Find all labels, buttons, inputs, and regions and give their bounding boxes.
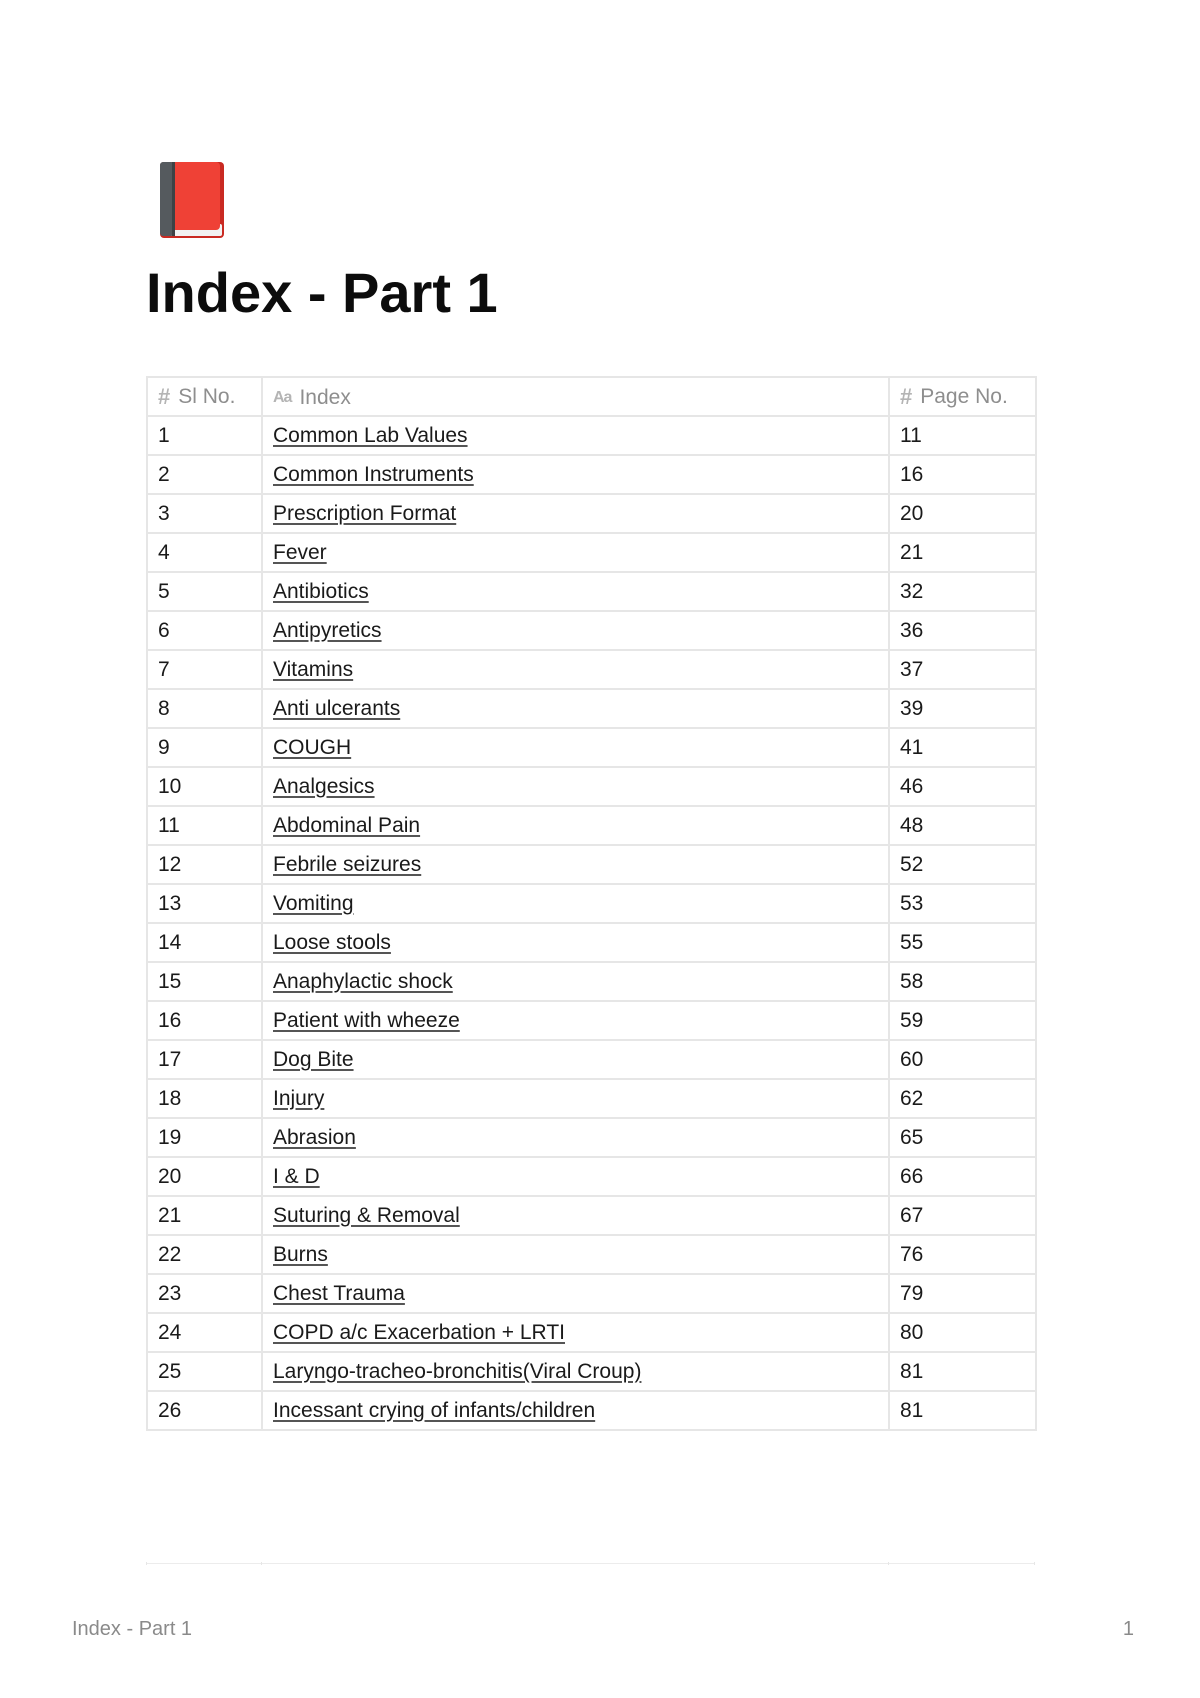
index-entry-link[interactable]: Vomiting [273,891,354,915]
index-entry-link[interactable]: Loose stools [273,930,391,954]
index-cell [262,689,889,728]
sl-no-cell: 26 [147,1391,262,1430]
page-no-cell: 46 [889,767,1036,806]
table-row [147,1196,1036,1235]
column-header-label: Sl No. [178,384,236,408]
index-cell [262,455,889,494]
index-cell [262,1079,889,1118]
hash-icon: # [900,383,913,409]
page-no-cell: 66 [889,1157,1036,1196]
index-entry-link[interactable]: Laryngo-tracheo-bronchitis(Viral Croup) [273,1359,642,1383]
table-row [147,1001,1036,1040]
page-no-cell: 55 [889,923,1036,962]
table-row [147,1040,1036,1079]
index-cell [262,1157,889,1196]
footer-page-number: 1 [1122,1618,1134,1640]
column-header-sl-no[interactable] [147,377,262,416]
index-entry-link[interactable]: Common Lab Values [273,423,468,447]
table-row [147,1157,1036,1196]
index-cell [262,884,889,923]
index-cell [262,1313,889,1352]
index-entry-link[interactable]: Antibiotics [273,579,369,603]
index-entry-link[interactable]: Incessant crying of infants/children [273,1398,596,1422]
index-entry-link[interactable]: Anaphylactic shock [273,969,453,993]
index-cell [262,572,889,611]
page-no-cell: 53 [889,884,1036,923]
index-cell [262,806,889,845]
sl-no-cell: 7 [147,650,262,689]
table-row [147,455,1036,494]
sl-no-cell: 13 [147,884,262,923]
sl-no-cell: 4 [147,533,262,572]
page-no-cell: 80 [889,1313,1036,1352]
sl-no-cell: 20 [147,1157,262,1196]
sl-no-cell: 1 [147,416,262,455]
index-cell [262,611,889,650]
page-no-cell: 48 [889,806,1036,845]
index-cell [262,1040,889,1079]
index-cell [262,728,889,767]
index-entry-link[interactable]: Chest Trauma [273,1281,405,1305]
index-entry-link[interactable]: Vitamins [273,657,354,681]
sl-no-cell: 2 [147,455,262,494]
index-cell [262,1274,889,1313]
page-no-cell: 65 [889,1118,1036,1157]
page-no-cell: 60 [889,1040,1036,1079]
index-cell [262,650,889,689]
table-body [147,416,1036,1430]
page-no-cell: 81 [889,1352,1036,1391]
sl-no-cell: 14 [147,923,262,962]
sl-no-cell: 3 [147,494,262,533]
index-entry-link[interactable]: Febrile seizures [273,852,422,876]
table-row [147,689,1036,728]
page-no-cell: 62 [889,1079,1036,1118]
page-no-cell: 81 [889,1391,1036,1430]
index-cell [262,962,889,1001]
index-cell [262,494,889,533]
text-aa-icon: Aa [273,388,292,406]
page-title: Index - Part 1 [146,261,498,324]
table-row [147,611,1036,650]
index-entry-link[interactable]: Dog Bite [273,1047,354,1071]
column-header-label: Index [299,385,351,409]
sl-no-cell: 16 [147,1001,262,1040]
index-cell [262,1235,889,1274]
page-no-cell: 11 [889,416,1036,455]
table-row [147,767,1036,806]
sl-no-cell: 23 [147,1274,262,1313]
index-entry-link[interactable]: Injury [273,1086,325,1110]
sl-no-cell: 19 [147,1118,262,1157]
page-no-cell: 41 [889,728,1036,767]
index-entry-link[interactable]: Abrasion [273,1125,356,1149]
index-cell [262,1001,889,1040]
index-cell [262,923,889,962]
table-row [147,1391,1036,1430]
index-table [146,376,1037,1431]
table-row [147,1235,1036,1274]
page-no-cell: 76 [889,1235,1036,1274]
index-entry-link[interactable]: COUGH [273,735,352,759]
table-row [147,416,1036,455]
sl-no-cell: 15 [147,962,262,1001]
column-header-index[interactable] [262,377,889,416]
table-row [147,494,1036,533]
table-row [147,923,1036,962]
index-entry-link[interactable]: Burns [273,1242,328,1266]
table-row [147,845,1036,884]
table-row [147,1118,1036,1157]
table-row [147,728,1036,767]
index-entry-link[interactable]: Common Instruments [273,462,474,486]
sl-no-cell: 22 [147,1235,262,1274]
page-no-cell: 21 [889,533,1036,572]
sl-no-cell: 25 [147,1352,262,1391]
table-row [147,650,1036,689]
index-cell [262,416,889,455]
sl-no-cell: 5 [147,572,262,611]
index-cell [262,1196,889,1235]
index-entry-link[interactable]: Fever [273,540,327,564]
index-entry-link[interactable]: I & D [273,1164,320,1188]
index-entry-link[interactable]: Suturing & Removal [273,1203,460,1227]
sl-no-cell: 24 [147,1313,262,1352]
index-cell [262,767,889,806]
page-no-cell: 58 [889,962,1036,1001]
index-cell [262,1391,889,1430]
table-row [147,884,1036,923]
index-entry-link[interactable]: Abdominal Pain [273,813,421,837]
table-row [147,1274,1036,1313]
hash-icon: # [158,383,171,409]
sl-no-cell: 8 [147,689,262,728]
column-header-label: Page No. [920,384,1008,408]
table-bottom-divider [146,1563,1035,1564]
index-entry-link[interactable]: Antipyretics [273,618,382,642]
page-no-cell: 20 [889,494,1036,533]
table-row [147,962,1036,1001]
index-cell [262,1118,889,1157]
sl-no-cell: 9 [147,728,262,767]
sl-no-cell: 10 [147,767,262,806]
page-no-cell: 79 [889,1274,1036,1313]
page-no-cell: 39 [889,689,1036,728]
page-no-cell: 67 [889,1196,1036,1235]
index-entry-link[interactable]: Anti ulcerants [273,696,401,720]
index-entry-link[interactable]: Patient with wheeze [273,1008,460,1032]
sl-no-cell: 6 [147,611,262,650]
page-no-cell: 32 [889,572,1036,611]
page-no-cell: 59 [889,1001,1036,1040]
index-entry-link[interactable]: Analgesics [273,774,375,798]
table-row [147,806,1036,845]
index-cell [262,533,889,572]
table-row [147,1313,1036,1352]
page-no-cell: 16 [889,455,1036,494]
table-row [147,572,1036,611]
sl-no-cell: 18 [147,1079,262,1118]
index-cell [262,1352,889,1391]
index-cell [262,845,889,884]
page-no-cell: 36 [889,611,1036,650]
page-no-cell: 52 [889,845,1036,884]
table-row [147,533,1036,572]
sl-no-cell: 12 [147,845,262,884]
sl-no-cell: 17 [147,1040,262,1079]
sl-no-cell: 11 [147,806,262,845]
footer-document-title: Index - Part 1 [72,1618,193,1640]
index-entry-link[interactable]: Prescription Format [273,501,457,525]
index-entry-link[interactable]: COPD a/c Exacerbation + LRTI [273,1320,565,1344]
page-no-cell: 37 [889,650,1036,689]
column-header-page-no[interactable] [889,377,1036,416]
red-book-icon [158,160,226,240]
table-row [147,1079,1036,1118]
table-header-row [147,377,1036,416]
sl-no-cell: 21 [147,1196,262,1235]
table-row [147,1352,1036,1391]
